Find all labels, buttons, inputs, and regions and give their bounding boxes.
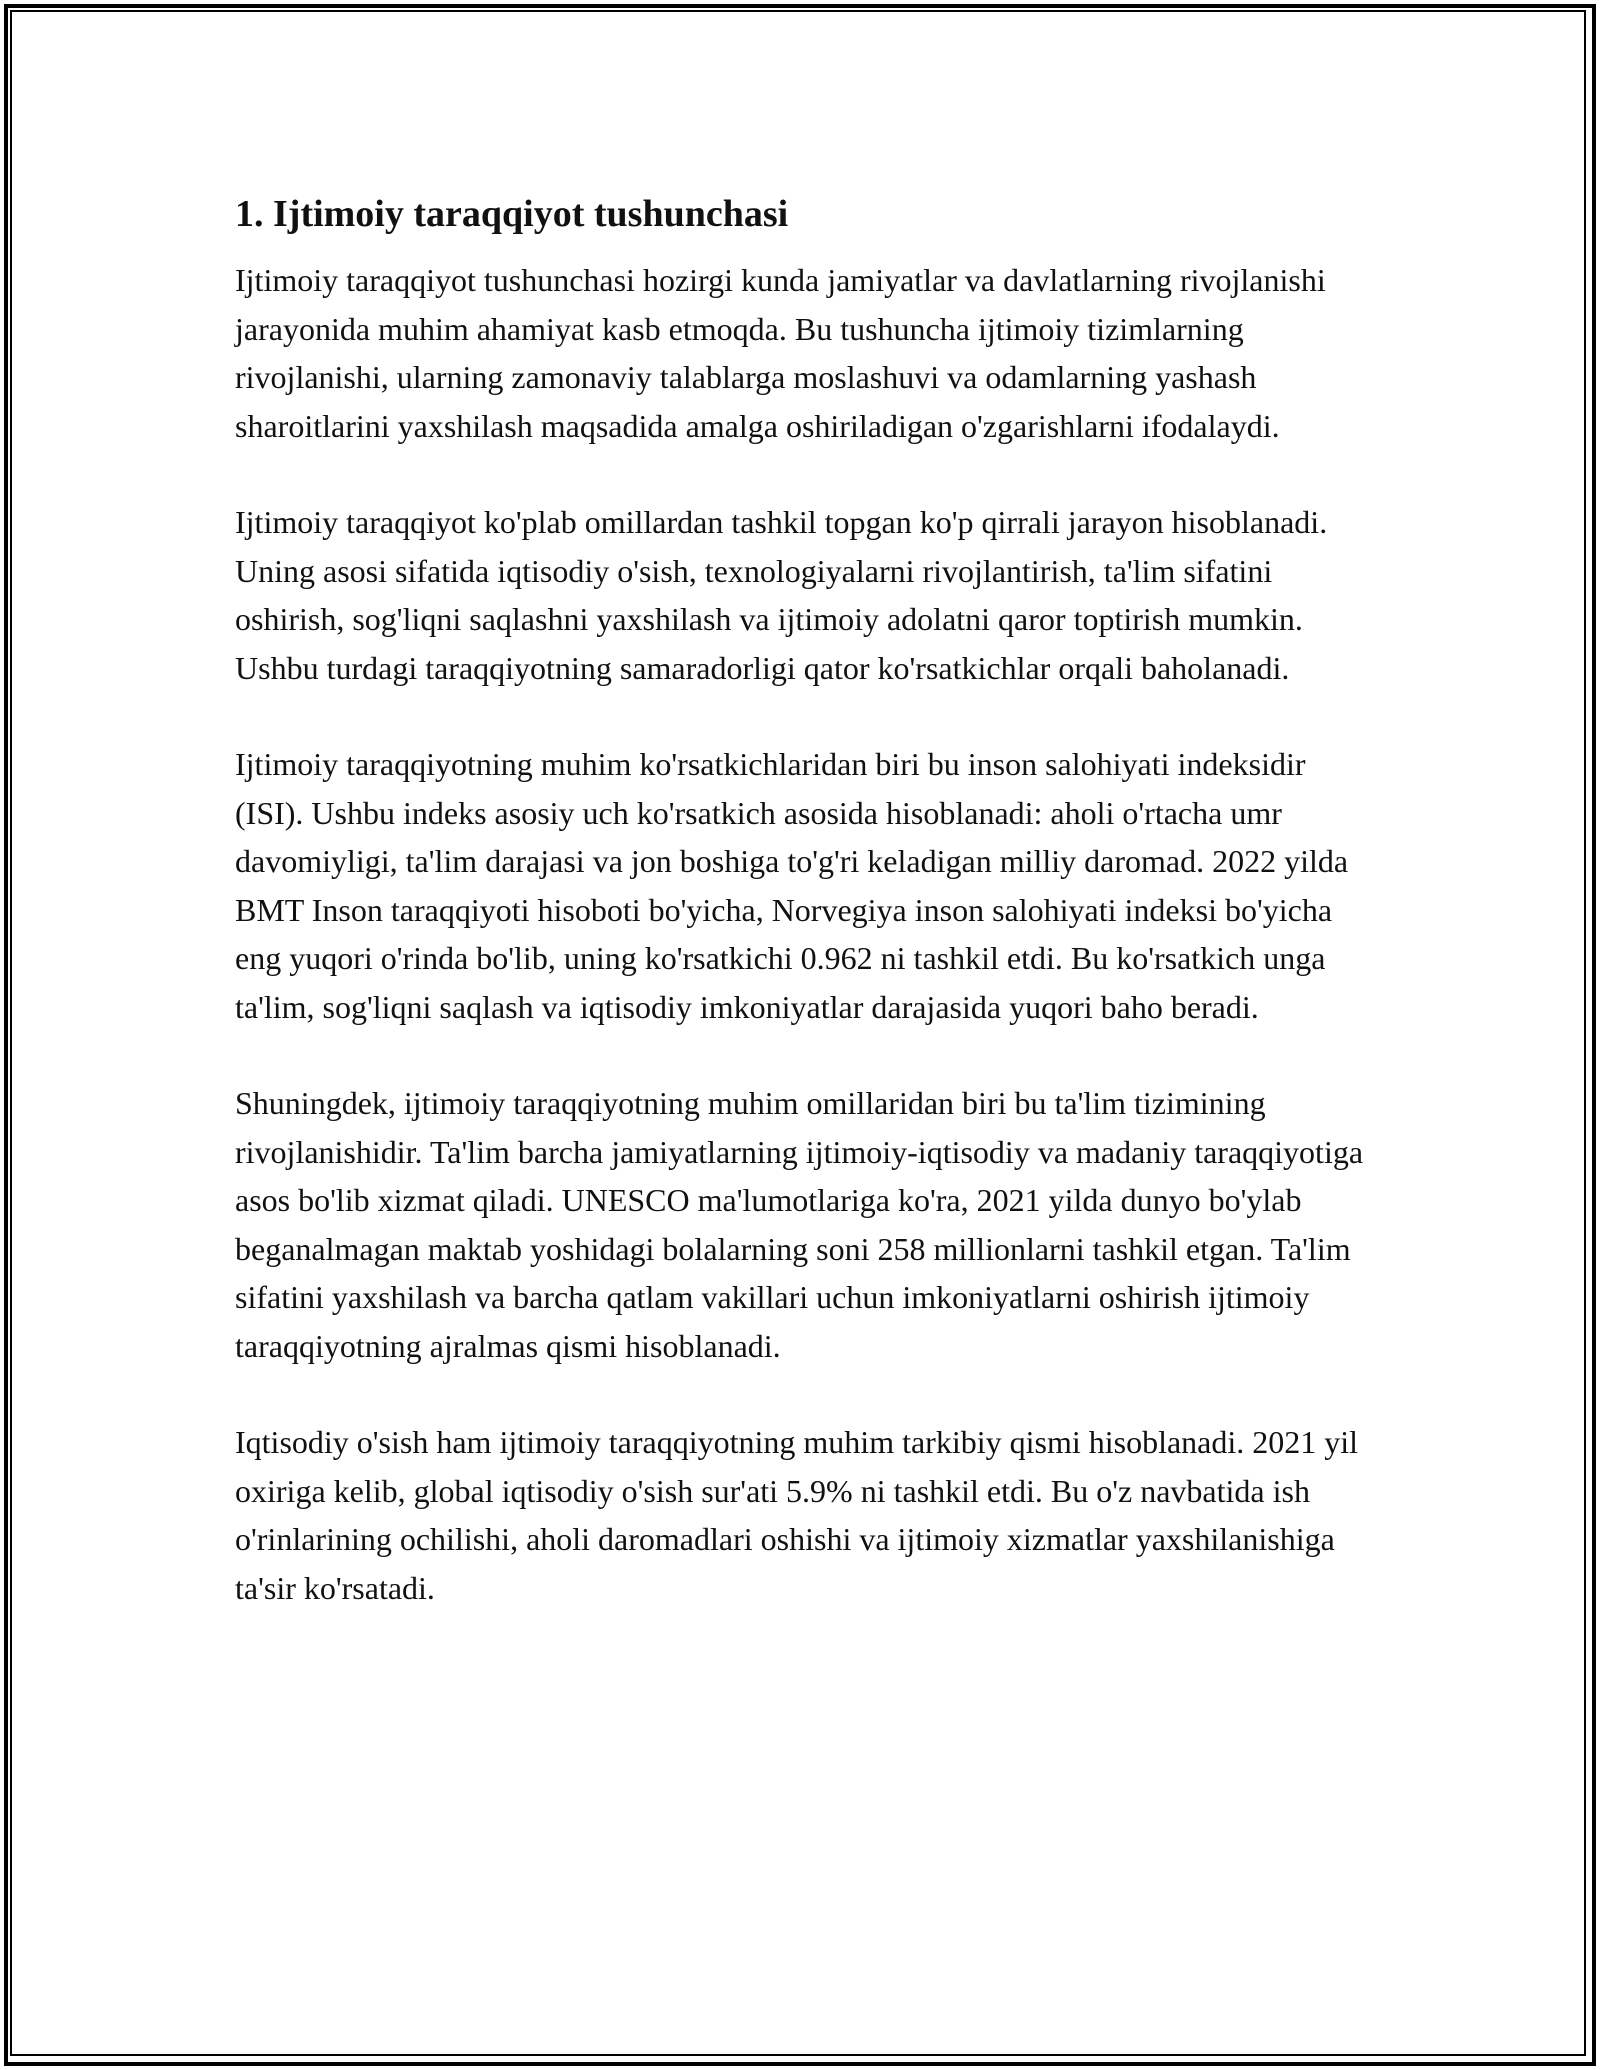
paragraph-5: Iqtisodiy o'sish ham ijtimoiy taraqqiyotning muhim tarkibiy qismi hisoblanadi. 2021 yil oxiriga kelib, global iqtisodiy o'sish sur'ati 5.9% ni tashkil etdi. Bu o'z navbatida ish o'rinlarining ochilishi, aholi daromadlari oshishi va ijtimoiy xizmatlar yaxshilanishiga ta'sir ko'rsatadi. [235, 1424, 1359, 1606]
document-body [235, 186, 1375, 1660]
section-heading: 1. Ijtimoiy taraqqiyot tushunchasi [235, 193, 789, 235]
paragraph-3: Ijtimoiy taraqqiyotning muhim ko'rsatkichlaridan biri bu inson salohiyati indeksidir (ISI). Ushbu indeks asosiy uch ko'rsatkich asosida hisoblanadi: aholi o'rtacha umr davomiyligi, ta'lim darajasi va jon boshiga to'g'ri keladigan milliy daromad. 2022 yilda BMT Inson taraqqiyoti hisoboti bo'yicha, Norvegiya inson salohiyati indeksi bo'yicha eng yuqori o'rinda bo'lib, uning ko'rsatkichi 0.962 ni tashkil etdi. Bu ko'rsatkich unga ta'lim, sog'liqni saqlash va iqtisodiy imkoniyatlar darajasida yuqori baho beradi. [235, 746, 1349, 1025]
paragraph-4: Shuningdek, ijtimoiy taraqqiyotning muhim omillaridan biri bu ta'lim tizimining rivojlanishidir. Ta'lim barcha jamiyatlarning ijtimoiy-iqtisodiy va madaniy taraqqiyotiga asos bo'lib xizmat qiladi. UNESCO ma'lumotlariga ko'ra, 2021 yilda dunyo bo'ylab beganalmagan maktab yoshidagi bolalarning soni 258 millionlarni tashkil etgan. Ta'lim sifatini yaxshilash va barcha qatlam vakillari uchun imkoniyatlarni oshirish ijtimoiy taraqqiyotning ajralmas qismi hisoblanadi. [235, 1085, 1364, 1364]
paragraph-1: Ijtimoiy taraqqiyot tushunchasi hozirgi kunda jamiyatlar va davlatlarning rivojlanishi jarayonida muhim ahamiyat kasb etmoqda. Bu tushuncha ijtimoiy tizimlarning rivojlanishi, ularning zamonaviy talablarga moslashuvi va odamlarning yashash sharoitlarini yaxshilash maqsadida amalga oshiriladigan o'zgarishlarni ifodalaydi. [235, 262, 1326, 444]
paragraph-2: Ijtimoiy taraqqiyot ko'plab omillardan tashkil topgan ko'p qirrali jarayon hisoblanadi. Uning asosi sifatida iqtisodiy o'sish, texnologiyalarni rivojlantirish, ta'lim sifatini oshirish, sog'liqni saqlashni yaxshilash va ijtimoiy adolatni qaror toptirish mumkin. Ushbu turdagi taraqqiyotning samaradorligi qator ko'rsatkichlar orqali baholanadi. [235, 504, 1328, 686]
